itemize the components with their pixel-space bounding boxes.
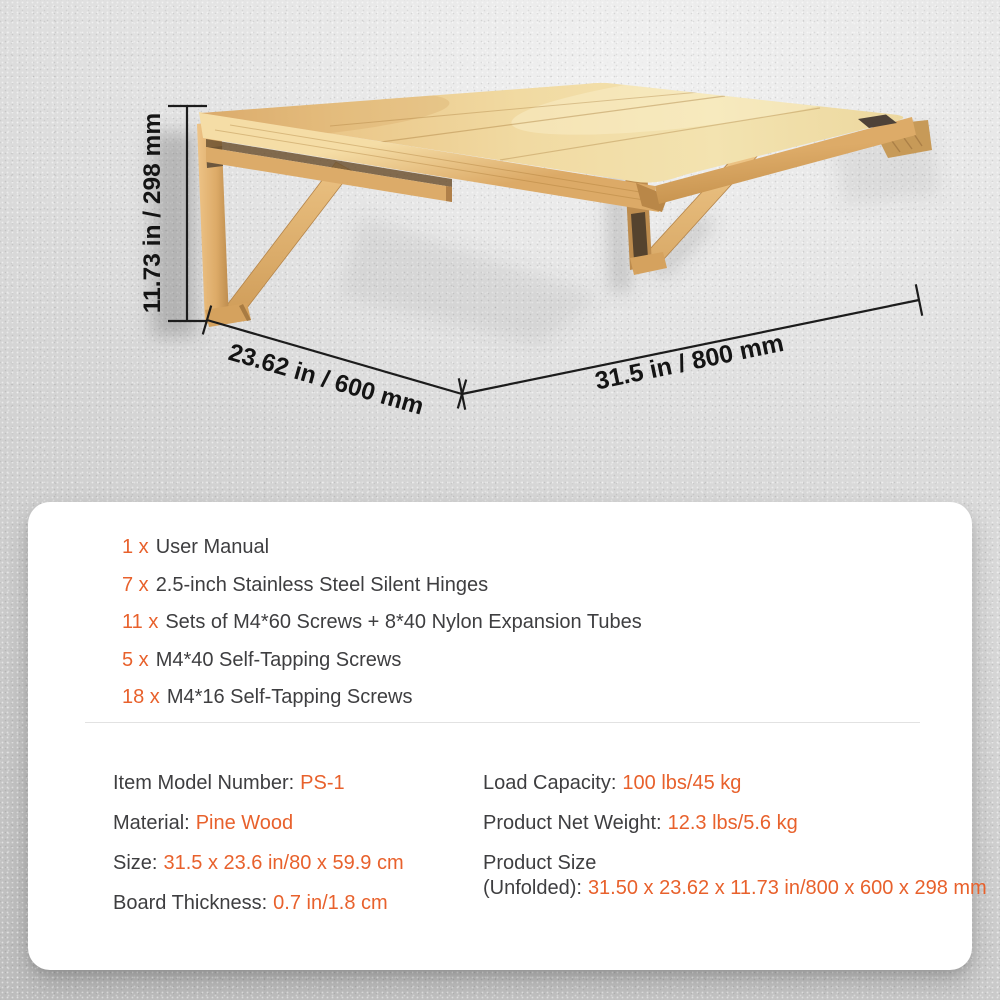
- spec-label: Board Thickness:: [113, 891, 268, 914]
- spec-label: Product Net Weight:: [483, 811, 662, 834]
- spec-label: Load Capacity:: [483, 771, 617, 794]
- package-list: [28, 502, 972, 717]
- package-item-qty: 11 x: [122, 611, 159, 634]
- package-item: [122, 642, 942, 680]
- spec-row: [113, 851, 483, 876]
- package-item-qty: 18 x: [122, 686, 160, 709]
- package-item: [122, 604, 942, 642]
- spec-label: Product Size (Unfolded):: [483, 851, 597, 899]
- product-photo: [0, 0, 1000, 470]
- package-item-desc: User Manual: [155, 536, 270, 559]
- spec-value: 12.3 lbs/5.6 kg: [667, 811, 798, 834]
- spec-value: 31.5 x 23.6 in/80 x 59.9 cm: [163, 851, 404, 874]
- spec-label: Item Model Number:: [113, 771, 295, 794]
- depth-dimension-label: 23.62 in / 600 mm: [225, 339, 427, 421]
- spec-column-left: [113, 771, 483, 931]
- spec-row: [113, 891, 483, 916]
- right-bracket-hinge: [631, 212, 648, 261]
- info-card: [28, 502, 987, 970]
- package-item-desc: Sets of M4*60 Screws + 8*40 Nylon Expansion Tubes: [165, 611, 642, 634]
- spec-value: 100 lbs/45 kg: [622, 771, 742, 794]
- width-dimension-label: 31.5 in / 800 mm: [592, 328, 787, 396]
- package-item-qty: 1 x: [122, 536, 149, 559]
- package-item: [122, 567, 942, 605]
- package-item-qty: 7 x: [122, 573, 149, 596]
- spec-row: [483, 771, 987, 796]
- spec-row: [483, 811, 987, 836]
- spec-row: [483, 851, 987, 901]
- spec-value: Pine Wood: [195, 811, 294, 834]
- spec-column-right: [483, 771, 987, 931]
- package-item-qty: 5 x: [122, 648, 149, 671]
- spec-value: 31.50 x 23.62 x 11.73 in/800 x 600 x 298 mm: [587, 876, 987, 899]
- left-bracket-strut: [224, 162, 352, 317]
- package-item: [122, 679, 942, 717]
- height-dimension-label: 11.73 in / 298 mm: [139, 112, 166, 314]
- package-item-desc: M4*40 Self-Tapping Screws: [155, 648, 402, 671]
- spec-row: [113, 811, 483, 836]
- spec-value: 0.7 in/1.8 cm: [273, 891, 388, 914]
- spec-label: Size:: [113, 851, 158, 874]
- spec-value: PS-1: [300, 771, 345, 794]
- spec-label: Material:: [113, 811, 190, 834]
- specifications: [28, 723, 987, 931]
- spec-row: [113, 771, 483, 796]
- package-item-desc: 2.5-inch Stainless Steel Silent Hinges: [155, 573, 489, 596]
- package-item-desc: M4*16 Self-Tapping Screws: [166, 686, 413, 709]
- package-item: [122, 529, 942, 567]
